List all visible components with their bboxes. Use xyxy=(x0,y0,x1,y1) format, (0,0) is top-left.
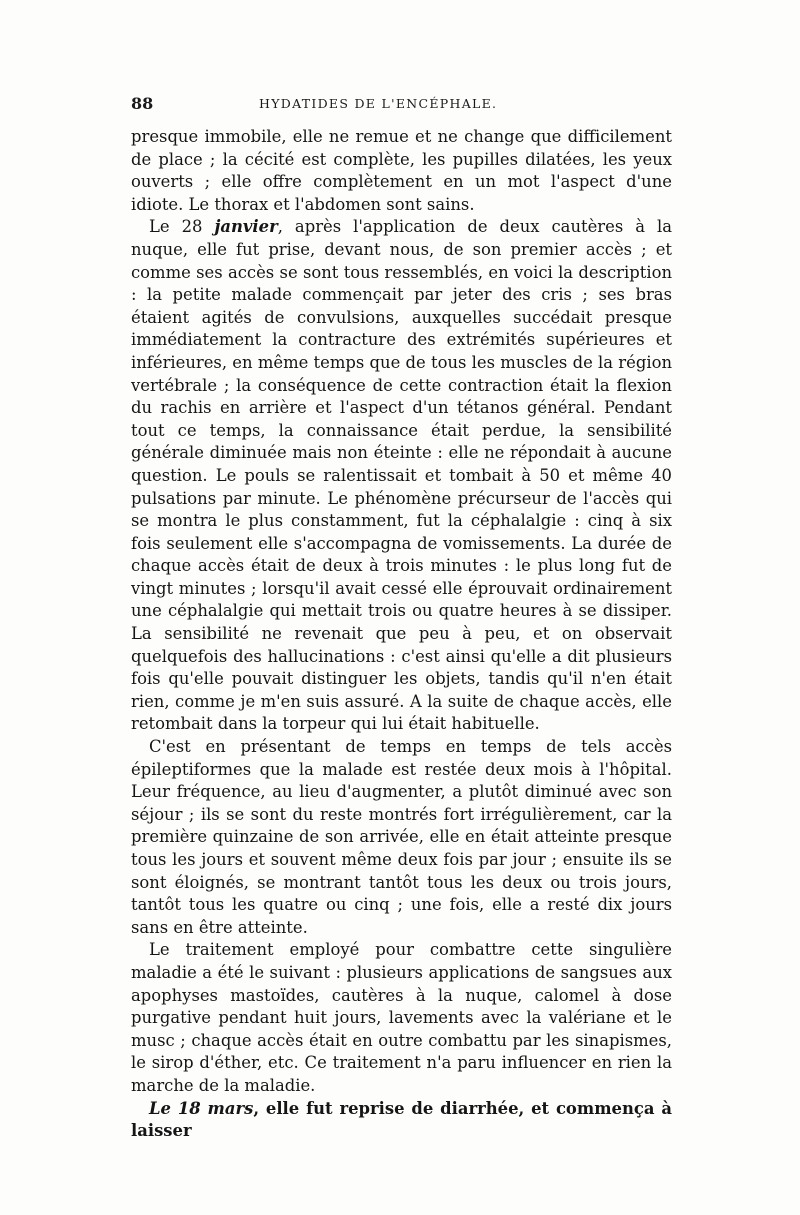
paragraph-2 xyxy=(131,216,672,736)
paragraph-1: presque immobile, elle ne remue et ne change que difficilement de place ; la cécité est complète, les pupilles dilatées, les yeux ouverts ; elle offre complètement en un mot l'aspect d'une idiote. Le thorax et l'abdomen sont sains. xyxy=(131,127,672,214)
body-text xyxy=(131,126,672,1143)
paragraph-2-month: janvier xyxy=(214,217,278,237)
page-header xyxy=(131,94,671,116)
paragraph-3: C'est en présentant de temps en temps de tels accès épileptiformes que la malade est restée deux mois à l'hôpital. Leur fréquence, au lieu d'augmenter, a plutôt diminué avec son séjour ; ils se sont du reste montrés fort irrégulièrement, car la première quinzaine de son arrivée, elle en était atteinte presque tous les jours et souvent même deux fois par jour ; ensuite ils se sont éloignés, se montrant tantôt tous les deux ou trois jours, tantôt tous les quatre ou cinq ; une fois, elle a resté dix jours sans en être atteinte. xyxy=(131,737,672,937)
paragraph-5-text: , elle fut reprise de diarrhée, et commença à laisser xyxy=(131,1098,672,1141)
page-number: 88 xyxy=(131,94,154,113)
paragraph-2-text: , après l'application de deux cautères à la nuque, elle fut prise, devant nous, de son premier accès ; et comme ses accès se sont tous ressemblés, en voici la description : la petite malade commençait par jeter des cris ; ses bras étaient agités de convulsions, auxquelles succédait presque immédiatement la contracture des extrémités supérieures et inférieures, en même temps que de tous les muscles de la région vertébrale ; la conséquence de cette contraction était la flexion du rachis en arrière et l'aspect d'un tétanos général. Pendant tout ce temps, la connaissance était perdue, la sensibilité générale diminuée mais non éteinte : elle ne répondait à aucune question. Le pouls se ralentissait et tombait à 50 et même 40 pulsations par minute. Le phénomène précurseur de l'accès qui se montra le plus constamment, fut la céphalalgie : cinq à six fois seulement elle s'accompagna de vomissements. La durée de chaque accès était de deux à trois minutes : le plus long fut de vingt minutes ; lorsqu'il avait cessé elle éprouvait ordinairement une céphalalgie qui mettait trois ou quatre heures à se dissiper. La sensibilité ne revenait que peu à peu, et on observait quelquefois des hallucinations : c'est ainsi qu'elle a dit plusieurs fois qu'elle pouvait distinguer les objets, tandis qu'il n'en était rien, comme je m'en suis assuré. A la suite de chaque accès, elle retombait dans la torpeur qui lui était habituelle. xyxy=(131,217,672,734)
paragraph-4: Le traitement employé pour combattre cette singulière maladie a été le suivant : plusieurs applications de sangsues aux apophyses mastoïdes, cautères à la nuque, calomel à dose purgative pendant huit jours, lavements avec la valériane et le musc ; chaque accès était en outre combattu par les sinapismes, le sirop d'éther, etc. Ce traitement n'a paru influencer en rien la marche de la maladie. xyxy=(131,940,672,1095)
paragraph-2-date: Le 28 xyxy=(149,217,215,237)
running-head: HYDATIDES DE L'ENCÉPHALE. xyxy=(259,96,498,111)
paragraph-5-date: Le 18 xyxy=(149,1098,208,1118)
paragraph-5-month: mars xyxy=(207,1098,254,1118)
paragraph-5 xyxy=(131,1098,672,1143)
